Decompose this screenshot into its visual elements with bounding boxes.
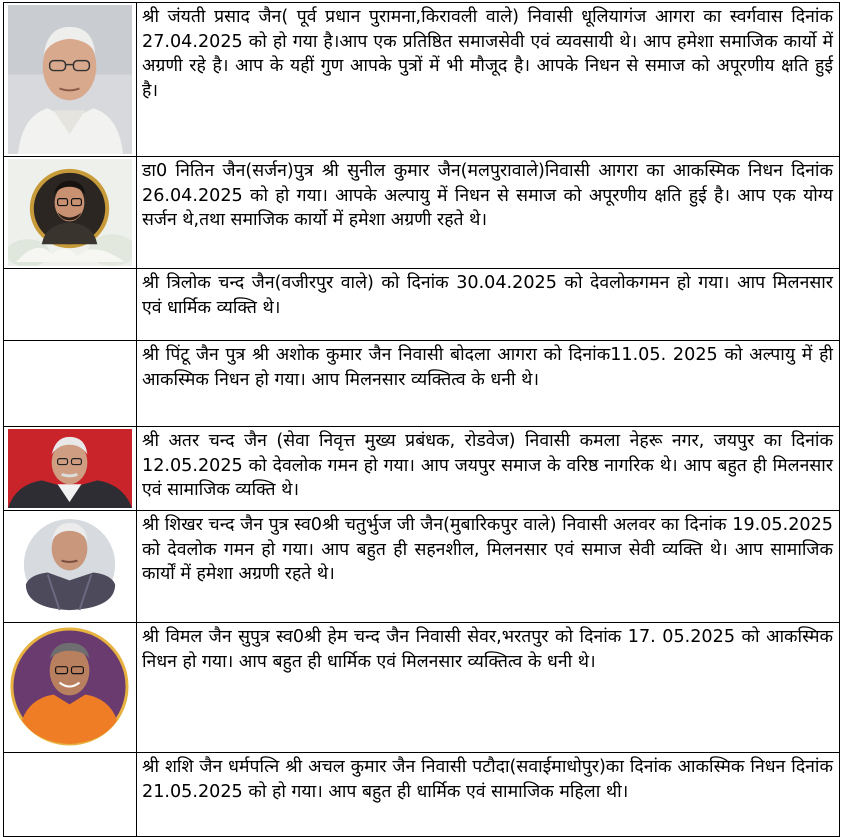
obituary-text: श्री पिंटू जैन पुत्र श्री अशोक कुमार जैन निवासी बोदला आगरा को दिनांक11.05. 2025 को अल्पायु में ही आकस्मिक निधन हो गया। आप मिलनसार व्यक्तित्व के धनी थे।	[137, 341, 840, 427]
empty-photo-cell	[4, 341, 137, 427]
empty-photo-cell	[4, 269, 137, 341]
obituary-text: श्री अतर चन्द जैन (सेवा निवृत्त मुख्य प्रबंधक, रोडवेज) निवासी कमला नेहरू नगर, जयपुर का दिनांक 12.05.2025 को देवलोक गमन हो गया। आप जयपुर समाज के वरिष्ठ नागरिक थे। आप बहुत ही मिलनसार एवं सामाजिक व्यक्ति थे।	[137, 427, 840, 511]
portrait-photo-young-man-framed	[8, 159, 132, 266]
obituary-row	[4, 269, 840, 341]
obituary-table	[3, 2, 840, 837]
obituary-text: डा0 नितिन जैन(सर्जन)पुत्र श्री सुनील कुमार जैन(मलपुरावाले)निवासी आगरा का आकस्मिक निधन दिनांक 26.04.2025 को हो गया। आपके अल्पायु में निधन से समाज को अपूरणीय क्षति हुई है। आप एक योग्य सर्जन थे,तथा समाजिक कार्यो में हमेशा अग्रणी रहते थे।	[137, 157, 840, 269]
obituary-row	[4, 3, 840, 157]
obituary-text: श्री त्रिलोक चन्द जैन(वजीरपुर वाले) को दिनांक 30.04.2025 को देवलोकगमन हो गया। आप मिलनसार एवं धार्मिक व्यक्ति थे।	[137, 269, 840, 341]
obituary-text: श्री शशि जैन धर्मपत्नि श्री अचल कुमार जैन निवासी पटौदा(सवाईमाधोपुर)का दिनांक आकस्मिक निधन दिनांक 21.05.2025 को हो गया। आप बहुत ही धार्मिक एवं सामाजिक महिला थी।	[137, 753, 840, 837]
obituary-row	[4, 753, 840, 837]
obituary-row	[4, 511, 840, 623]
portrait-photo-senior-man-red-background	[8, 429, 132, 508]
obituary-text: श्री शिखर चन्द जैन पुत्र स्व0श्री चतुर्भुज जी जैन(मुबारिकपुर वाले) निवासी अलवर का दिनांक 19.05.2025 को देवलोक गमन हो गया। आप बहुत ही सहनशील, मिलनसार एवं समाज सेवी व्यक्ति थे। आप सामाजिक कार्यों में हमेशा अग्रणी रहते थे।	[137, 511, 840, 623]
portrait-photo-elderly-man	[8, 5, 132, 154]
obituary-row	[4, 157, 840, 269]
photo-cell	[4, 511, 137, 623]
photo-cell	[4, 157, 137, 269]
obituary-row	[4, 623, 840, 753]
empty-photo-cell	[4, 753, 137, 837]
portrait-photo-man-circle	[8, 513, 132, 620]
obituary-row	[4, 341, 840, 427]
photo-cell	[4, 3, 137, 157]
obituary-text: श्री जंयती प्रसाद जैन( पूर्व प्रधान पुरामना,किरावली वाले) निवासी धूलियागंज आगरा का स्वर्गवास दिनांक 27.04.2025 को हो गया है।आप एक प्रतिष्ठित समाजसेवी एवं व्यवसायी थे। आप हमेशा समाजिक कार्यो में अग्रणी रहे है। आप के यहीं गुण आपके पुत्रों में भी मौजूद है। आपके निधन से समाज को अपूरणीय क्षति हुई है।	[137, 3, 840, 157]
obituary-row	[4, 427, 840, 511]
photo-cell	[4, 623, 137, 753]
obituary-text: श्री विमल जैन सुपुत्र स्व0श्री हेम चन्द जैन निवासी सेवर,भरतपुर को दिनांक 17. 05.2025 को आकस्मिक निधन हो गया। आप बहुत ही धार्मिक एवं मिलनसार व्यक्तित्व के धनी थे।	[137, 623, 840, 753]
portrait-photo-man-orange-kurta	[8, 625, 132, 750]
photo-cell	[4, 427, 137, 511]
